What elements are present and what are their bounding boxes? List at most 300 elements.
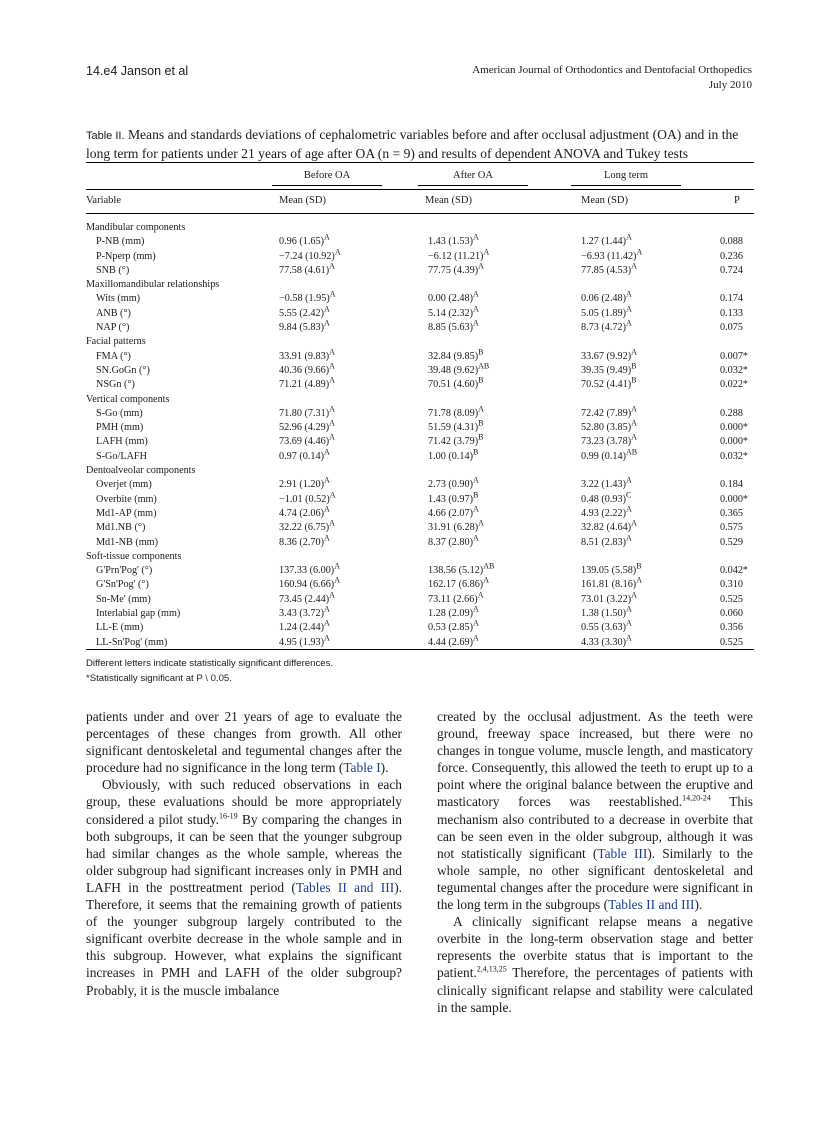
p-value: 0.022* xyxy=(720,379,749,391)
mean-sd-value: 73.23 (3.78) xyxy=(581,436,632,448)
mean-sd-value: 8.36 (2.70) xyxy=(279,536,324,548)
mean-sd-value: 160.94 (6.66) xyxy=(279,579,335,591)
mean-sd-value: 139.05 (5.58) xyxy=(581,565,637,577)
mean-sd-cell xyxy=(279,375,335,392)
mean-sd-cell xyxy=(428,618,479,635)
variable-label: Dentoalveolar components xyxy=(86,465,196,477)
body-column-right xyxy=(437,708,753,1016)
table-row xyxy=(86,361,754,378)
mean-sd-value: 31.91 (6.28) xyxy=(428,522,479,534)
p-value: 0.000* xyxy=(720,422,749,434)
mean-sd-value: 71.21 (4.89) xyxy=(279,379,330,391)
significance-letter: A xyxy=(324,318,330,328)
significance-letter: A xyxy=(631,590,637,600)
significance-letter: B xyxy=(636,561,642,571)
significance-letter: A xyxy=(631,433,637,443)
significance-letter: A xyxy=(477,590,484,600)
significance-letter: A xyxy=(473,533,479,543)
significance-letter: A xyxy=(473,618,479,628)
mean-sd-value: 2.73 (0.90) xyxy=(428,479,473,491)
significance-letter: A xyxy=(334,247,341,257)
mean-sd-value: 33.91 (9.83) xyxy=(279,350,330,362)
mean-sd-cell xyxy=(279,633,330,650)
mean-sd-cell xyxy=(279,232,330,249)
significance-letter: A xyxy=(324,304,330,314)
mean-sd-value: 4.66 (2.07) xyxy=(428,507,473,519)
significance-letter: B xyxy=(478,347,484,357)
mean-sd-value: 1.24 (2.44) xyxy=(279,622,324,634)
table-row xyxy=(86,261,754,278)
significance-letter: A xyxy=(329,418,335,428)
p-value: 0.529 xyxy=(720,536,743,548)
significance-letter: A xyxy=(626,618,632,628)
mean-sd-value: 8.37 (2.80) xyxy=(428,536,473,548)
variable-label: Md1-AP (mm) xyxy=(96,507,157,519)
mean-sd-cell xyxy=(428,318,479,335)
variable-label: Vertical components xyxy=(86,393,170,405)
variable-label: LL-Sn'Pog' (mm) xyxy=(96,636,168,648)
mean-sd-value: 4.95 (1.93) xyxy=(279,636,324,648)
running-header-right xyxy=(472,63,752,93)
significance-letter: A xyxy=(329,290,336,300)
significance-letter: A xyxy=(473,304,479,314)
mean-sd-value: 0.97 (0.14) xyxy=(279,450,324,462)
mean-sd-value: 70.51 (4.60) xyxy=(428,379,479,391)
table-note: *Statistically significant at P \ 0.05. xyxy=(86,672,232,684)
significance-letter: A xyxy=(626,633,632,643)
p-value: 0.356 xyxy=(720,622,743,634)
mean-sd-cell xyxy=(428,304,479,321)
table-row xyxy=(86,304,754,321)
variable-label: PMH (mm) xyxy=(96,422,144,434)
mean-sd-value: 71.80 (7.31) xyxy=(279,407,330,419)
significance-letter: A xyxy=(631,404,637,414)
variable-label: Md1.NB (°) xyxy=(96,522,146,534)
mean-sd-value: −0.58 (1.95) xyxy=(279,293,330,305)
mean-sd-cell xyxy=(428,504,479,521)
group-rule xyxy=(272,185,382,186)
variable-label: SN.GoGn (°) xyxy=(96,364,150,376)
col-header-after: Mean (SD) xyxy=(425,195,472,206)
table-caption xyxy=(86,126,754,162)
mean-sd-value: 32.82 (4.64) xyxy=(581,522,632,534)
mean-sd-value: 73.11 (2.66) xyxy=(428,593,478,605)
mean-sd-value: 70.52 (4.41) xyxy=(581,379,632,391)
mean-sd-value: 73.01 (3.22) xyxy=(581,593,632,605)
table-row xyxy=(86,533,754,550)
mean-sd-value: 138.56 (5.12) xyxy=(428,565,484,577)
mean-sd-cell xyxy=(279,475,330,492)
significance-letter: A xyxy=(626,318,632,328)
significance-letter: C xyxy=(626,490,632,500)
mean-sd-cell xyxy=(581,347,637,364)
table-row xyxy=(86,633,754,650)
variable-label: Md1-NB (mm) xyxy=(96,536,158,548)
mean-sd-value: 5.05 (1.89) xyxy=(581,307,626,319)
variable-label: SNB (°) xyxy=(96,264,130,276)
table-section-row xyxy=(86,464,754,478)
significance-letter: A xyxy=(329,433,335,443)
table-row xyxy=(86,490,754,507)
mean-sd-cell xyxy=(279,561,340,578)
table-section-row xyxy=(86,393,754,407)
significance-letter: B xyxy=(473,447,479,457)
mean-sd-value: 51.59 (4.31) xyxy=(428,422,479,434)
mean-sd-value: −7.24 (10.92) xyxy=(279,250,335,262)
mean-sd-cell xyxy=(581,232,632,249)
significance-letter: A xyxy=(478,261,484,271)
mean-sd-cell xyxy=(279,361,335,378)
p-value: 0.000* xyxy=(720,493,749,505)
mean-sd-cell xyxy=(581,292,632,306)
body-paragraph: A clinically significant relapse means a negative overbite in the long-term observation stage and better represents the overbite status that is important to the patient.$^{2,4,13,25}$ Therefore, the percentages of patients with clinically significant relapse and stability were calculated in the sample. xyxy=(437,914,753,1015)
significance-letter: A xyxy=(626,604,632,614)
mean-sd-cell xyxy=(428,475,479,492)
mean-sd-cell xyxy=(279,404,335,421)
significance-letter: A xyxy=(473,318,479,328)
table-notes xyxy=(86,657,333,686)
variable-label: NSGn (°) xyxy=(96,379,135,391)
mean-sd-value: 0.99 (0.14) xyxy=(581,450,626,462)
significance-letter: A xyxy=(334,576,340,586)
table-section-row xyxy=(86,278,754,292)
mean-sd-value: 0.48 (0.93) xyxy=(581,493,626,505)
mean-sd-value: 0.00 (2.48) xyxy=(428,293,473,305)
running-header-left: 14.e4 Janson et al xyxy=(86,64,189,78)
p-value: 0.724 xyxy=(720,264,743,276)
body-paragraph: patients under and over 21 years of age to evaluate the percentages of these changes from growth. All other significant dentoskeletal and tegumental changes after the procedure had no significance in the long term (Table I). xyxy=(86,709,402,776)
significance-letter: A xyxy=(473,290,479,300)
mean-sd-value: 77.58 (4.61) xyxy=(279,264,330,276)
mean-sd-value: 3.43 (3.72) xyxy=(279,608,324,620)
mean-sd-value: −6.12 (11.21) xyxy=(428,250,484,262)
table-row xyxy=(86,347,754,364)
p-value: 0.184 xyxy=(720,479,743,491)
table-row xyxy=(86,292,754,306)
table-section-row xyxy=(86,221,754,235)
mean-sd-value: 39.48 (9.62) xyxy=(428,364,479,376)
significance-letter: A xyxy=(636,247,643,257)
significance-letter: AB xyxy=(483,561,495,571)
table-row xyxy=(86,604,754,621)
variable-label: Soft-tissue components xyxy=(86,550,182,562)
mean-sd-value: 4.93 (2.22) xyxy=(581,507,626,519)
mean-sd-cell xyxy=(428,418,484,435)
mean-sd-cell xyxy=(581,633,632,650)
mean-sd-cell xyxy=(581,533,632,550)
significance-letter: A xyxy=(324,232,330,242)
variable-label: G'Prn'Pog' (°) xyxy=(96,565,153,577)
p-value: 0.174 xyxy=(720,293,743,305)
table-row xyxy=(86,435,754,449)
p-value: 0.525 xyxy=(720,636,743,648)
table-row xyxy=(86,475,754,492)
mean-sd-value: 52.80 (3.85) xyxy=(581,422,632,434)
mean-sd-cell xyxy=(581,561,642,578)
p-value: 0.032* xyxy=(720,450,749,462)
mean-sd-cell xyxy=(279,347,335,364)
mean-sd-cell xyxy=(279,304,330,321)
mean-sd-value: 39.35 (9.49) xyxy=(581,364,632,376)
significance-letter: A xyxy=(329,347,335,357)
p-value: 0.133 xyxy=(720,307,743,319)
table-row xyxy=(86,447,754,464)
significance-letter: A xyxy=(329,490,336,500)
col-header-before: Mean (SD) xyxy=(279,195,326,206)
variable-label: Facial patterns xyxy=(86,336,146,348)
significance-letter: B xyxy=(631,375,637,385)
mean-sd-value: 33.67 (9.92) xyxy=(581,350,632,362)
table-row xyxy=(86,561,754,578)
mean-sd-value: 5.14 (2.32) xyxy=(428,307,473,319)
significance-letter: B xyxy=(473,490,479,500)
significance-letter: A xyxy=(329,404,335,414)
p-value: 0.000* xyxy=(720,436,749,448)
mean-sd-value: 0.55 (3.63) xyxy=(581,622,626,634)
table-rule xyxy=(86,213,754,214)
significance-letter: B xyxy=(478,418,484,428)
mean-sd-cell xyxy=(279,604,330,621)
variable-label: S-Go/LAFH xyxy=(96,450,147,462)
mean-sd-value: 2.91 (1.20) xyxy=(279,479,324,491)
mean-sd-value: 71.42 (3.79) xyxy=(428,436,479,448)
mean-sd-value: 162.17 (6.86) xyxy=(428,579,484,591)
mean-sd-cell xyxy=(428,633,479,650)
mean-sd-value: 1.43 (1.53) xyxy=(428,236,473,248)
variable-label: S-Go (mm) xyxy=(96,407,143,419)
significance-letter: A xyxy=(324,618,330,628)
group-after-oa: After OA xyxy=(453,170,493,181)
variable-label: Interlabial gap (mm) xyxy=(96,608,181,620)
mean-sd-value: 3.22 (1.43) xyxy=(581,479,626,491)
variable-label: NAP (°) xyxy=(96,322,130,334)
mean-sd-value: 52.96 (4.29) xyxy=(279,422,330,434)
table-label: Table II. xyxy=(86,130,125,142)
significance-letter: A xyxy=(329,375,335,385)
table-row xyxy=(86,404,754,421)
variable-label: Maxillomandibular relationships xyxy=(86,279,220,291)
mean-sd-cell xyxy=(581,261,637,278)
significance-letter: A xyxy=(473,604,479,614)
mean-sd-value: 73.69 (4.46) xyxy=(279,436,330,448)
significance-letter: A xyxy=(631,518,637,528)
mean-sd-value: 71.78 (8.09) xyxy=(428,407,479,419)
variable-label: Wits (mm) xyxy=(96,293,141,305)
significance-letter: A xyxy=(626,304,632,314)
significance-letter: A xyxy=(478,518,484,528)
mean-sd-cell xyxy=(581,618,632,635)
variable-label: LAFH (mm) xyxy=(96,436,148,448)
mean-sd-value: 4.33 (3.30) xyxy=(581,636,626,648)
significance-letter: A xyxy=(626,533,632,543)
table-row xyxy=(86,247,754,264)
mean-sd-cell xyxy=(428,533,479,550)
variable-label: ANB (°) xyxy=(96,307,131,319)
mean-sd-value: 1.38 (1.50) xyxy=(581,608,626,620)
significance-letter: A xyxy=(626,290,632,300)
mean-sd-value: 4.74 (2.06) xyxy=(279,507,324,519)
variable-label: P-NB (mm) xyxy=(96,236,145,248)
variable-label: LL-E (mm) xyxy=(96,622,144,634)
group-rule xyxy=(571,185,681,186)
significance-letter: A xyxy=(626,475,632,485)
table-rule xyxy=(86,649,754,650)
mean-sd-value: 0.53 (2.85) xyxy=(428,622,473,634)
significance-letter: B xyxy=(631,361,637,371)
significance-letter: A xyxy=(631,347,637,357)
significance-letter: A xyxy=(329,261,335,271)
mean-sd-cell xyxy=(581,404,637,421)
table-row xyxy=(86,518,754,535)
table-caption-text: Means and standards deviations of cephalometric variables before and after occlusal adjustment (OA) and in the long term for patients under 21 years of age after OA (n = 9) and results of dependent ANOVA and Tukey tests xyxy=(86,127,739,161)
table-section-row xyxy=(86,550,754,564)
mean-sd-value: 0.96 (1.65) xyxy=(279,236,324,248)
body-paragraph: created by the occlusal adjustment. As the teeth were ground, freeway space increased, but there were no changes in tongue volume, muscle length, and masticatory force. Consequently, this allowed the teeth to erupt up to a point where the original balance between the eruptive and masticatory forces was reestablished.$^{14,20-24}$ This mechanism also contributed to a decrease in overbite that can be seen even in the older subgroup, although it was not statistically significant (Table III). Similarly to the whole sample, no other significant dentoskeletal and tegumental changes after the procedure were significant in the long term in the subgroups (Tables II and III). xyxy=(437,709,754,913)
significance-letter: AB xyxy=(626,447,638,457)
mean-sd-cell xyxy=(581,475,632,492)
significance-letter: B xyxy=(478,433,484,443)
significance-letter: A xyxy=(473,232,479,242)
significance-letter: A xyxy=(636,576,642,586)
mean-sd-value: −6.93 (11.42) xyxy=(581,250,637,262)
mean-sd-cell xyxy=(279,618,330,635)
mean-sd-cell xyxy=(279,318,330,335)
p-value: 0.575 xyxy=(720,522,743,534)
mean-sd-cell xyxy=(428,604,479,621)
table-row xyxy=(86,504,754,521)
mean-sd-value: 77.75 (4.39) xyxy=(428,264,479,276)
p-value: 0.060 xyxy=(720,608,743,620)
significance-letter: A xyxy=(324,604,330,614)
mean-sd-value: 72.42 (7.89) xyxy=(581,407,632,419)
mean-sd-cell xyxy=(428,232,479,249)
variable-label: Sn-Me' (mm) xyxy=(96,593,151,605)
mean-sd-value: 161.81 (8.16) xyxy=(581,579,637,591)
significance-letter: A xyxy=(334,561,340,571)
mean-sd-cell xyxy=(581,304,632,321)
mean-sd-value: 40.36 (9.66) xyxy=(279,364,330,376)
col-header-p: P xyxy=(734,195,740,206)
mean-sd-value: 9.84 (5.83) xyxy=(279,322,324,334)
table-row xyxy=(86,232,754,249)
p-value: 0.288 xyxy=(720,407,743,419)
mean-sd-value: −1.01 (0.52) xyxy=(279,493,330,505)
variable-label: FMA (°) xyxy=(96,350,131,362)
mean-sd-value: 8.51 (2.83) xyxy=(581,536,626,548)
significance-letter: A xyxy=(483,576,489,586)
significance-letter: A xyxy=(626,504,632,514)
p-value: 0.075 xyxy=(720,322,743,334)
mean-sd-cell xyxy=(581,504,632,521)
mean-sd-cell xyxy=(581,490,632,507)
mean-sd-value: 5.55 (2.42) xyxy=(279,307,324,319)
mean-sd-cell xyxy=(279,261,335,278)
p-value: 0.310 xyxy=(720,579,743,591)
p-value: 0.365 xyxy=(720,507,743,519)
significance-letter: A xyxy=(329,361,335,371)
significance-letter: A xyxy=(473,633,479,643)
significance-letter: A xyxy=(324,633,330,643)
table-section-row xyxy=(86,335,754,349)
p-value: 0.525 xyxy=(720,593,743,605)
mean-sd-cell xyxy=(279,447,330,464)
significance-letter: A xyxy=(631,418,637,428)
significance-letter: A xyxy=(324,504,330,514)
significance-letter: A xyxy=(324,475,330,485)
group-rule xyxy=(418,185,528,186)
table-row xyxy=(86,590,754,607)
significance-letter: A xyxy=(478,404,484,414)
p-value: 0.032* xyxy=(720,364,749,376)
mean-sd-cell xyxy=(581,361,637,378)
mean-sd-value: 1.28 (2.09) xyxy=(428,608,473,620)
table-rule xyxy=(86,189,754,190)
table-row xyxy=(86,318,754,335)
mean-sd-value: 1.43 (0.97) xyxy=(428,493,473,505)
significance-letter: A xyxy=(631,261,637,271)
significance-letter: A xyxy=(324,447,330,457)
group-before-oa: Before OA xyxy=(303,170,351,181)
mean-sd-cell xyxy=(279,504,330,521)
significance-letter: A xyxy=(329,590,335,600)
mean-sd-value: 8.85 (5.63) xyxy=(428,322,473,334)
body-paragraph: Obviously, with such reduced observations in each group, these evaluations should be more appropriately considered a pilot study.$^{16-19}$ By comparing the changes in both subgroups, it can be seen that the younger subgroup had similar changes as the whole sample, whereas the older subgroup had significant increases only in PMH and LAFH in the posttreatment period (Tables II and III). Therefore, it seems that the remaining growth of patients of the younger subgroup largely contributed to the significant overbite decrease in the whole sample and in this subgroup. However, what explains the significant increases in PMH and LAFH of the older subgroup? Probably, it is the muscle imbalance xyxy=(86,777,402,998)
mean-sd-value: 1.27 (1.44) xyxy=(581,236,626,248)
mean-sd-cell xyxy=(428,375,484,392)
mean-sd-cell xyxy=(428,347,484,364)
mean-sd-value: 73.45 (2.44) xyxy=(279,593,330,605)
mean-sd-cell xyxy=(581,418,637,435)
significance-letter: A xyxy=(324,533,330,543)
variable-label: Overjet (mm) xyxy=(96,479,152,491)
group-long-term: Long term xyxy=(603,170,649,181)
table-note: Different letters indicate statistically significant differences. xyxy=(86,658,334,669)
significance-letter: A xyxy=(473,504,479,514)
variable-label: G'Sn'Pog' (°) xyxy=(96,579,149,591)
significance-letter: A xyxy=(329,518,335,528)
significance-letter: A xyxy=(473,475,479,485)
mean-sd-value: 32.84 (9.85) xyxy=(428,350,479,362)
table-row xyxy=(86,618,754,635)
col-header-longterm: Mean (SD) xyxy=(581,195,628,206)
journal-name: American Journal of Orthodontics and Dentofacial Orthopedics xyxy=(472,64,752,76)
table-row xyxy=(86,578,754,592)
significance-letter: A xyxy=(626,232,632,242)
mean-sd-cell xyxy=(428,261,484,278)
mean-sd-value: 137.33 (6.00) xyxy=(279,565,335,577)
variable-label: Mandibular components xyxy=(86,222,186,233)
p-value: 0.007* xyxy=(720,350,749,362)
p-value: 0.236 xyxy=(720,250,743,262)
mean-sd-value: 32.22 (6.75) xyxy=(279,522,330,534)
mean-sd-cell xyxy=(279,533,330,550)
mean-sd-value: 0.06 (2.48) xyxy=(581,293,626,305)
mean-sd-cell xyxy=(428,292,479,306)
mean-sd-cell xyxy=(581,604,632,621)
significance-letter: A xyxy=(483,247,490,257)
issue-date: July 2010 xyxy=(708,79,752,91)
col-header-variable: Variable xyxy=(86,195,121,206)
significance-letter: AB xyxy=(478,361,490,371)
p-value: 0.088 xyxy=(720,236,743,248)
table-row xyxy=(86,375,754,392)
mean-sd-value: 8.73 (4.72) xyxy=(581,322,626,334)
mean-sd-cell xyxy=(428,447,479,464)
mean-sd-value: 1.00 (0.14) xyxy=(428,450,473,462)
mean-sd-cell xyxy=(581,318,632,335)
table-row xyxy=(86,418,754,435)
variable-label: Overbite (mm) xyxy=(96,493,157,505)
